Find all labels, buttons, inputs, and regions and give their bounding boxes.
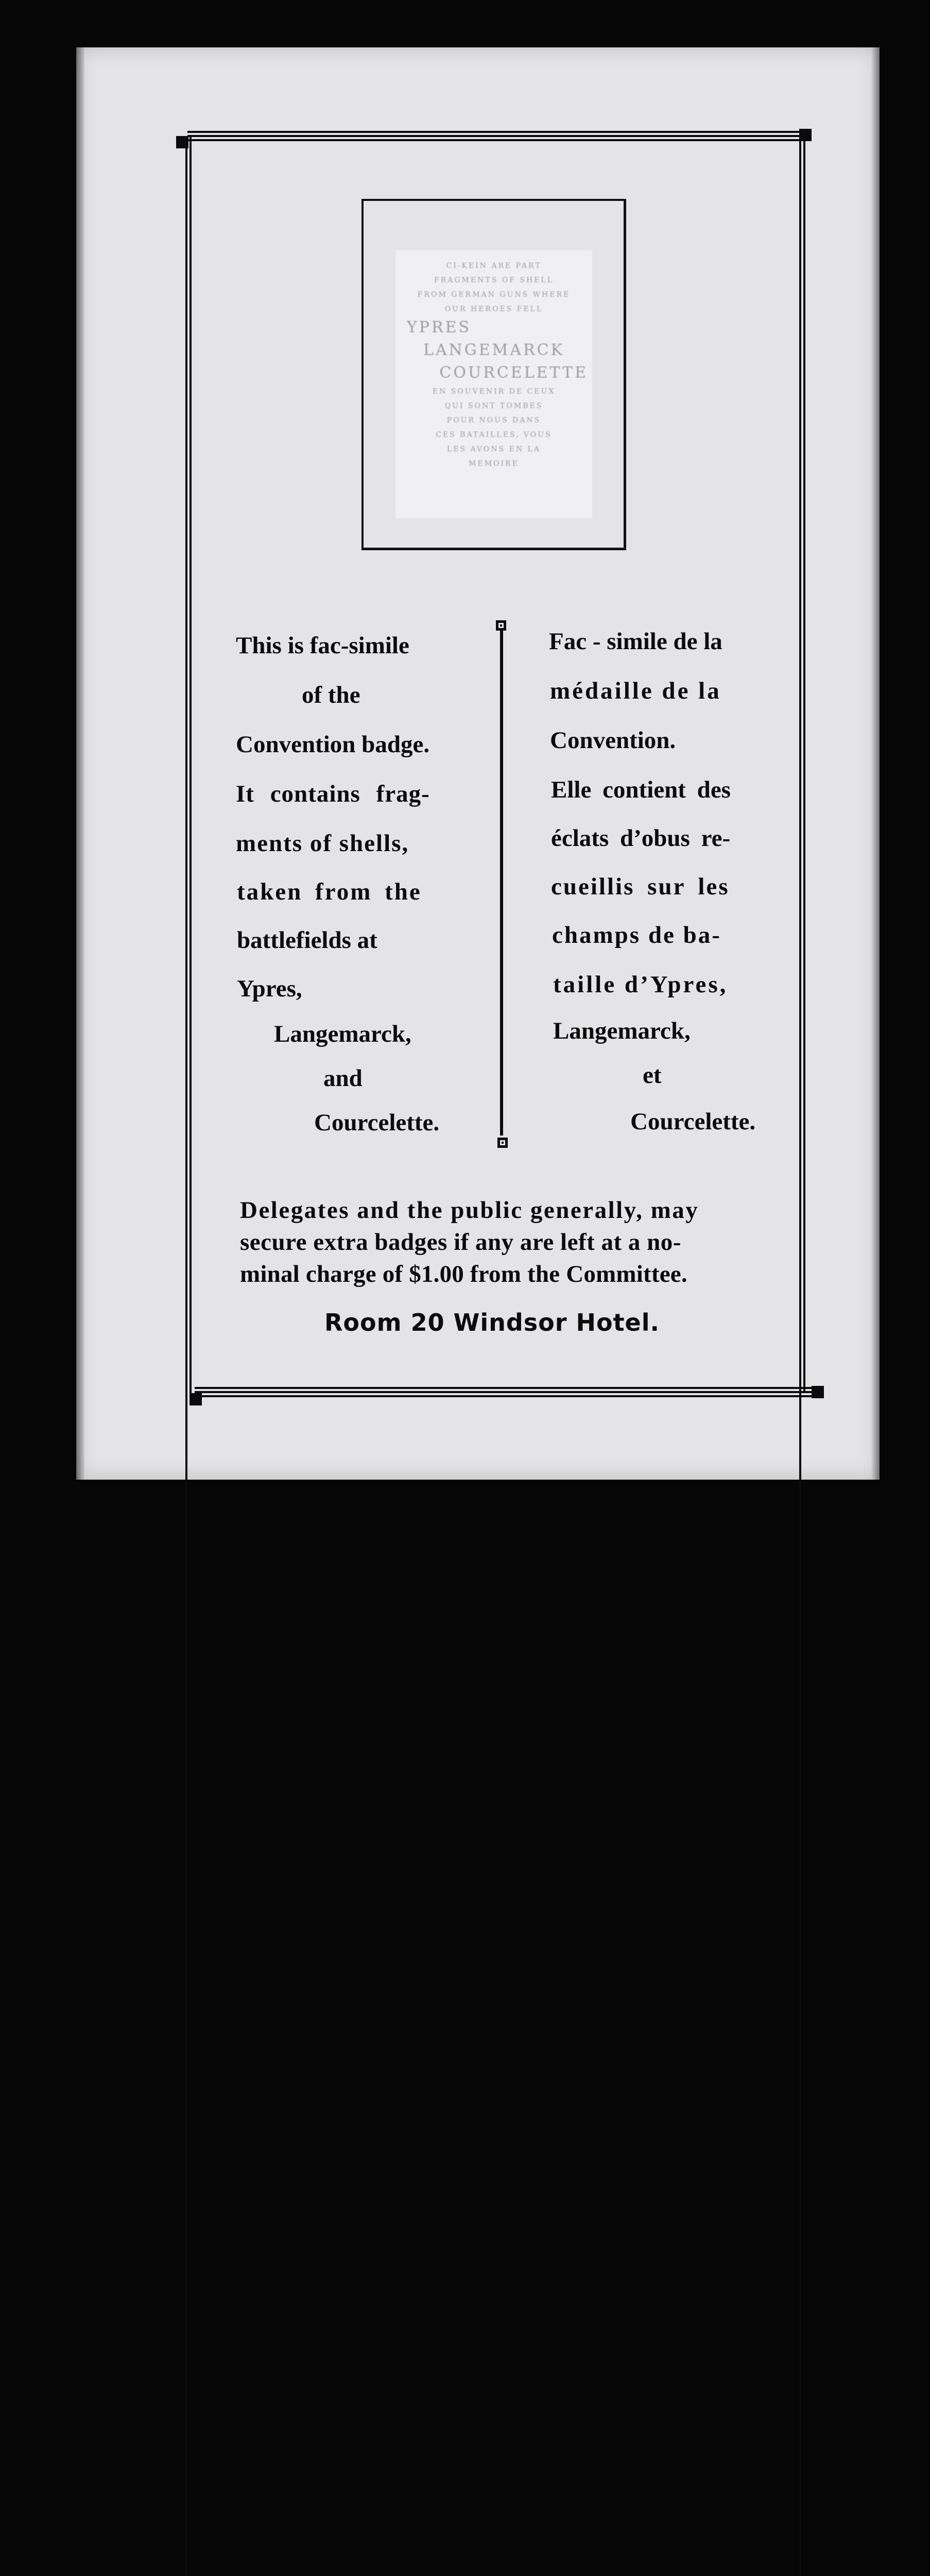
border-right [799, 132, 810, 1391]
border-corner-top-left [176, 136, 188, 148]
french-line: Elle contient des [551, 776, 731, 803]
border-corner-top-right [799, 129, 812, 141]
english-line: It contains frag- [236, 781, 430, 807]
border-corner-bottom-left [190, 1393, 202, 1405]
badge-line: LANGEMARCK [423, 341, 565, 359]
badge-line: FROM GERMAN GUNS WHERE [417, 291, 571, 299]
border-corner-bottom-right [812, 1386, 824, 1398]
divider-knob-bottom [497, 1138, 508, 1148]
badge-line: YPRES [407, 318, 472, 336]
french-line: cueillis sur les [551, 873, 730, 900]
english-line: Ypres, [237, 975, 302, 1002]
column-divider [500, 631, 503, 1136]
english-line: This is fac-simile [236, 632, 409, 659]
badge-line: FRAGMENTS OF SHELL [434, 276, 554, 284]
english-line: battlefields at [237, 927, 377, 954]
divider-knob-top [496, 620, 506, 631]
french-line: éclats d’obus re- [551, 825, 731, 852]
badge-line: OUR HEROES FELL [444, 305, 543, 313]
room-location: Room 20 Windsor Hotel. [324, 1309, 660, 1336]
french-line: Convention. [550, 727, 676, 754]
english-line: taken from the [237, 878, 422, 905]
page-edge-left [76, 47, 84, 1480]
badge-line: CI-KEIN ARE PART [446, 262, 542, 270]
french-line: taille d’Ypres, [553, 971, 728, 998]
notice-line-2: secure extra badges if any are left at a no- [240, 1229, 681, 1256]
badge-line: EN SOUVENIR DE CEUX [432, 387, 556, 396]
badge-line: MEMOIRE [469, 460, 519, 468]
page-edge-right [871, 47, 880, 1480]
delegates-notice [240, 1194, 770, 1290]
badge-line: QUI SONT TOMBES [444, 402, 543, 410]
english-line: Courcelette. [314, 1109, 440, 1136]
french-line: Langemarck, [553, 1018, 691, 1044]
french-line: Courcelette. [630, 1108, 756, 1135]
english-line: ments of shells, [236, 830, 409, 857]
border-bottom [195, 1387, 817, 1397]
english-line: Langemarck, [274, 1021, 411, 1047]
french-line: champs de ba- [552, 922, 721, 948]
english-line: of the [302, 682, 360, 708]
french-line: et [643, 1062, 662, 1089]
french-line: médaille de la [550, 677, 721, 704]
badge-line: CES BATAILLES, VOUS [436, 431, 552, 439]
badge-line: COURCELETTE [439, 364, 588, 382]
badge-facsimile [395, 250, 592, 518]
english-line: and [323, 1065, 363, 1092]
badge-line: POUR NOUS DANS [446, 416, 541, 425]
badge-line: LES AVONS EN LA [447, 445, 541, 453]
notice-line-1: Delegates and the public generally, may [240, 1197, 699, 1224]
border-left [185, 136, 196, 1393]
notice-line-3: minal charge of $1.00 from the Committee. [240, 1261, 687, 1287]
english-line: Convention badge. [236, 731, 430, 758]
french-line: Fac - simile de la [549, 628, 722, 655]
border-top [187, 131, 808, 141]
